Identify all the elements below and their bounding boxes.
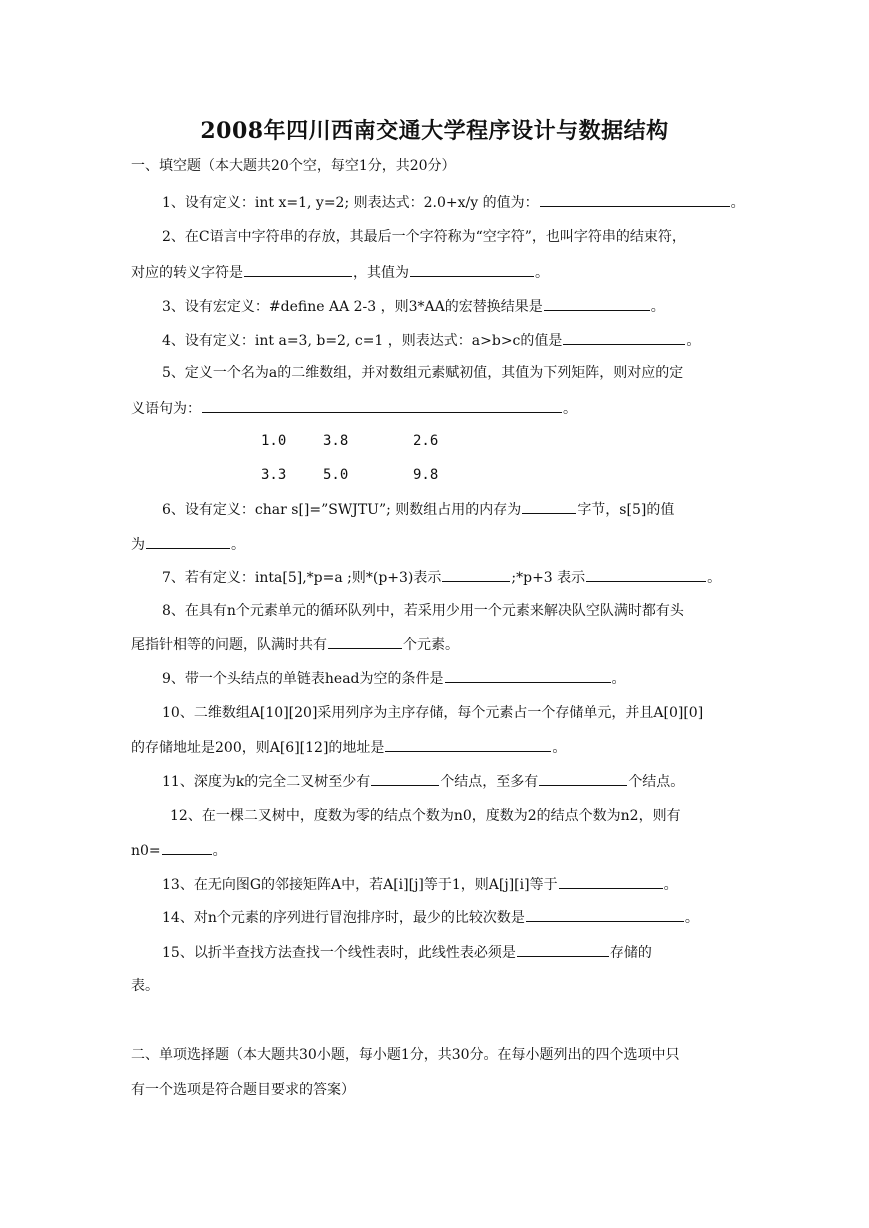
- question-3: 3、设有宏定义：#define AA 2-3 ，则3*AA的宏替换结果是 。: [162, 296, 665, 317]
- section2-heading-line2: 有一个选项是符合题目要求的答案）: [131, 1082, 355, 1098]
- q6-blank-value[interactable]: [146, 534, 230, 549]
- question-5-line1: 5、定义一个名为a的二维数组，并对数组元素赋初值，其值为下列矩阵，则对应的定: [162, 365, 684, 381]
- question-15-line2: 表。: [131, 978, 159, 994]
- q2-blank-escape[interactable]: [244, 262, 352, 277]
- question-6-line1: 6、设有定义：char s[]=”SWJTU”; 则数组占用的内存为 字节，s[5]的值: [162, 499, 674, 520]
- question-12-line1: 12、在一棵二叉树中，度数为零的结点个数为n0，度数为2的结点个数为n2，则有: [170, 808, 681, 824]
- question-2-line2: 对应的转义字符是 ，其值为 。: [131, 262, 549, 283]
- q2-blank-value[interactable]: [410, 262, 534, 277]
- question-15-line1: 15、以折半查找方法查找一个线性表时，此线性表必须是 存储的: [162, 942, 652, 963]
- question-2-line1: 2、在C语言中字符串的存放，其最后一个字符称为“空字符”，也叫字符串的结束符，: [162, 229, 686, 245]
- question-14: 14、对n个元素的序列进行冒泡排序时，最少的比较次数是 。: [162, 907, 699, 928]
- section1-heading: 一、填空题（本大题共20个空，每空1分，共20分）: [131, 158, 456, 174]
- question-11: 11、深度为k的完全二叉树至少有 个结点，至多有 个结点。: [162, 771, 684, 792]
- question-6-line2: 为 。: [131, 534, 245, 555]
- question-13: 13、在无向图G的邻接矩阵A中，若A[i][j]等于1，则A[j][i]等于 。: [162, 874, 678, 895]
- q4-answer-blank[interactable]: [563, 330, 685, 345]
- question-4: 4、设有定义：int a=3, b=2, c=1 ，则表达式：a>b>c的值是 。: [162, 330, 700, 351]
- q11-blank-min[interactable]: [371, 771, 439, 786]
- section2-heading-line1: 二、单项选择题（本大题共30小题，每小题1分，共30分。在每小题列出的四个选项中只: [131, 1047, 680, 1063]
- q5-answer-blank[interactable]: [202, 398, 562, 413]
- q11-blank-max[interactable]: [539, 771, 627, 786]
- q15-answer-blank[interactable]: [517, 942, 609, 957]
- matrix-cell: 3.8: [323, 433, 349, 449]
- q12-answer-blank[interactable]: [162, 840, 212, 855]
- question-9: 9、带一个头结点的单链表head为空的条件是 。: [162, 668, 626, 689]
- matrix-cell: 1.0: [261, 433, 287, 449]
- q10-answer-blank[interactable]: [385, 737, 551, 752]
- matrix-cell: 5.0: [323, 467, 349, 483]
- question-12-line2: n0= 。: [131, 840, 227, 861]
- question-5-line2: 义语句为： 。: [131, 398, 577, 419]
- q3-answer-blank[interactable]: [544, 296, 650, 311]
- question-1: 1、设有定义：int x=1, y=2; 则表达式：2.0+x/y 的值为： 。: [162, 192, 745, 213]
- q7-blank-a[interactable]: [442, 567, 510, 582]
- q6-blank-bytes[interactable]: [522, 499, 576, 514]
- matrix-cell: 9.8: [413, 467, 439, 483]
- q9-answer-blank[interactable]: [445, 668, 611, 683]
- question-8-line1: 8、在具有n个元素单元的循环队列中，若采用少用一个元素来解决队空队满时都有头: [162, 603, 684, 619]
- q7-blank-b[interactable]: [586, 567, 706, 582]
- matrix-cell: 3.3: [261, 467, 287, 483]
- q1-text: 1、设有定义：int x=1, y=2; 则表达式：2.0+x/y 的值为：: [162, 195, 539, 211]
- q8-answer-blank[interactable]: [328, 634, 402, 649]
- matrix-cell: 2.6: [413, 433, 439, 449]
- q1-answer-blank[interactable]: [540, 192, 730, 207]
- q14-answer-blank[interactable]: [526, 907, 684, 922]
- question-10-line2: 的存储地址是200，则A[6][12]的地址是 。: [131, 737, 566, 758]
- q13-answer-blank[interactable]: [559, 874, 663, 889]
- question-10-line1: 10、二维数组A[10][20]采用列序为主序存储，每个元素占一个存储单元，并且A[0][0]: [162, 705, 704, 721]
- question-8-line2: 尾指针相等的问题，队满时共有 个元素。: [131, 634, 459, 655]
- question-7: 7、若有定义：inta[5],*p=a ;则*(p+3)表示 ;*p+3 表示 。: [162, 567, 721, 588]
- page-title: 2008年四川西南交通大学程序设计与数据结构: [200, 118, 669, 144]
